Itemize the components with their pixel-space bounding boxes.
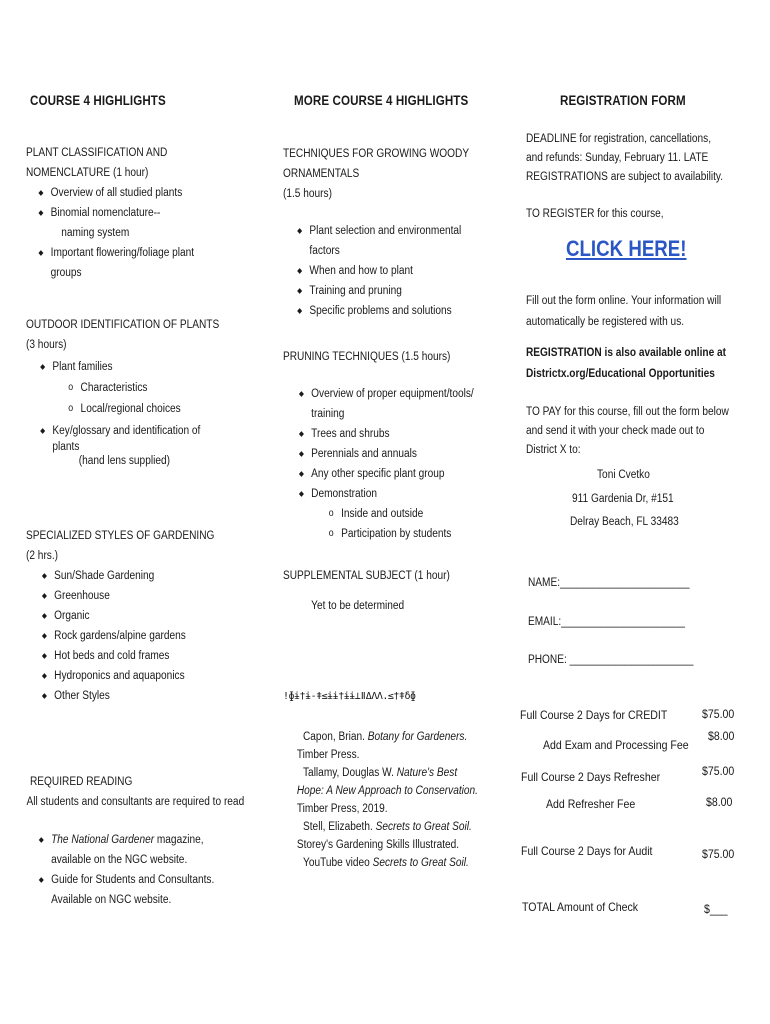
total-label: TOTAL Amount of Check: [522, 900, 639, 914]
fee-amount: $8.00: [708, 729, 735, 743]
list-item: ◆ Rock gardens/alpine gardens: [40, 626, 214, 646]
phone-field[interactable]: PHONE: ______________________: [528, 654, 694, 666]
registration-form-heading: REGISTRATION FORM: [560, 93, 686, 108]
name-field[interactable]: NAME:_______________________: [528, 577, 690, 589]
supplemental-subject-section: SUPPLEMENTAL SUBJECT (1 hour) Yet to be determined: [283, 570, 450, 612]
total-amount-field[interactable]: $___: [704, 902, 728, 916]
list-item: ◆ Other Styles: [40, 686, 214, 706]
list-item: ◆ Greenhouse: [40, 586, 214, 606]
course-highlights-heading: COURSE 4 HIGHLIGHTS: [30, 93, 166, 108]
email-field[interactable]: EMAIL:______________________: [528, 616, 686, 628]
list-item: ◆ Plant families: [38, 357, 219, 377]
list-item: ◆ Overview of proper equipment/tools/: [297, 384, 474, 404]
list-item: ◆ Specific problems and solutions: [295, 301, 469, 321]
list-item: ◆ Plant selection and environmental: [295, 221, 469, 241]
more-highlights-heading: MORE COURSE 4 HIGHLIGHTS: [294, 93, 469, 108]
online-registration-text: REGISTRATION is also available online at Districtx.org/Educational Opportunities: [526, 347, 727, 380]
deadline-text: DEADLINE for registration, cancellations, and refunds: Sunday, February 11. LATE REGISTRATIONS are subject to availability.: [526, 133, 724, 183]
fee-label: Add Refresher Fee: [546, 797, 636, 811]
list-item: ◆ Trees and shrubs: [297, 424, 474, 444]
outdoor-identification-section: OUTDOOR IDENTIFICATION OF PLANTS (3 hours) ◆ Plant families o Characteristics o Local/regional choices ◆ Key/glossary and identification of plants (hand lens supplied): [26, 315, 219, 471]
fee-amount: $8.00: [706, 795, 733, 809]
list-item: ◆ Demonstration: [297, 484, 474, 504]
required-reading-section: REQUIRED READING All students and consultants are required to read ◆ The National Gardener magazine, available on the NGC website. ◆ Guide for Students and Consultants. Available on NGC website.: [30, 772, 244, 910]
references-section: Capon, Brian. Botany for Gardeners. Timber Press. Tallamy, Douglas W. Nature's Best Hope: A New Approach to Conservation. Timber Press, 2019. Stell, Elizabeth. Secrets to Great Soil. Storey's Gardening Skills Illustrated. YouTube video Secrets to Great Soil.: [296, 731, 478, 869]
click-here-link[interactable]: CLICK HERE!: [566, 236, 687, 261]
fee-label: Full Course 2 Days Refresher: [521, 770, 661, 784]
to-pay-text: TO PAY for this course, fill out the form below and send it with your check made out to District X to:: [526, 406, 729, 456]
plant-classification-section: PLANT CLASSIFICATION AND NOMENCLATURE (1 hour) ◆ Overview of all studied plants ◆ Binomial nomenclature-- naming system ◆ Important flowering/foliage plant groups: [26, 143, 194, 283]
fee-label: Full Course 2 Days for CREDIT: [520, 708, 668, 722]
fill-online-text: Fill out the form online. Your information will automatically be registered with us.: [526, 295, 722, 328]
list-item: ◆ Important flowering/foliage plant: [37, 243, 195, 263]
woody-ornamentals-section: TECHNIQUES FOR GROWING WOODY ORNAMENTALS (1.5 hours) ◆ Plant selection and environmental factors ◆ When and how to plant ◆ Training and pruning ◆ Specific problems and solutions: [283, 144, 469, 321]
list-item: ◆ Guide for Students and Consultants.: [37, 870, 244, 890]
fee-amount: $75.00: [702, 764, 735, 778]
sub-list-item: o Local/regional choices: [66, 399, 219, 419]
list-item: ◆ When and how to plant: [295, 261, 469, 281]
list-item: ◆ Training and pruning: [295, 281, 469, 301]
list-item: ◆ Perennials and annuals: [297, 444, 474, 464]
garbled-text-line: ǃɸɨ†ɨ-ǂ≤ɨɨ†ɨɨ⊥ǁΔΛΛ.≤†ǂδɸ: [283, 691, 416, 702]
list-item: ◆ Hydroponics and aquaponics: [40, 666, 214, 686]
to-register-text: TO REGISTER for this course,: [526, 208, 664, 220]
list-item: ◆ The National Gardener magazine,: [37, 830, 244, 850]
fee-label: Add Exam and Processing Fee: [543, 738, 689, 752]
fee-amount: $75.00: [702, 847, 735, 861]
list-item: ◆ Overview of all studied plants: [37, 183, 195, 203]
fee-label: Full Course 2 Days for Audit: [521, 844, 653, 858]
list-item: ◆ Sun/Shade Gardening: [40, 566, 214, 586]
list-item: ◆ Binomial nomenclature--: [37, 203, 195, 223]
list-item: ◆ Organic: [40, 606, 214, 626]
sub-list-item: o Characteristics: [66, 378, 219, 398]
fee-amount: $75.00: [702, 707, 735, 721]
pruning-techniques-section: PRUNING TECHNIQUES (1.5 hours) ◆ Overview of proper equipment/tools/ training ◆ Trees and shrubs ◆ Perennials and annuals ◆ Any other specific plant group ◆ Demonstration o Inside and outside o Participation by students: [283, 347, 474, 544]
specialized-styles-section: SPECIALIZED STYLES OF GARDENING (2 hrs.) ◆ Sun/Shade Gardening ◆ Greenhouse ◆ Organic ◆ Rock gardens/alpine gardens ◆ Hot beds and cold frames ◆ Hydroponics and aquaponics ◆ Other Styles: [26, 526, 214, 706]
list-item: ◆ Key/glossary and identification of: [38, 421, 219, 441]
list-item: ◆ Any other specific plant group: [297, 464, 474, 484]
list-item: ◆ Hot beds and cold frames: [40, 646, 214, 666]
sub-list-item: o Inside and outside: [327, 504, 474, 524]
sub-list-item: o Participation by students: [327, 524, 474, 544]
